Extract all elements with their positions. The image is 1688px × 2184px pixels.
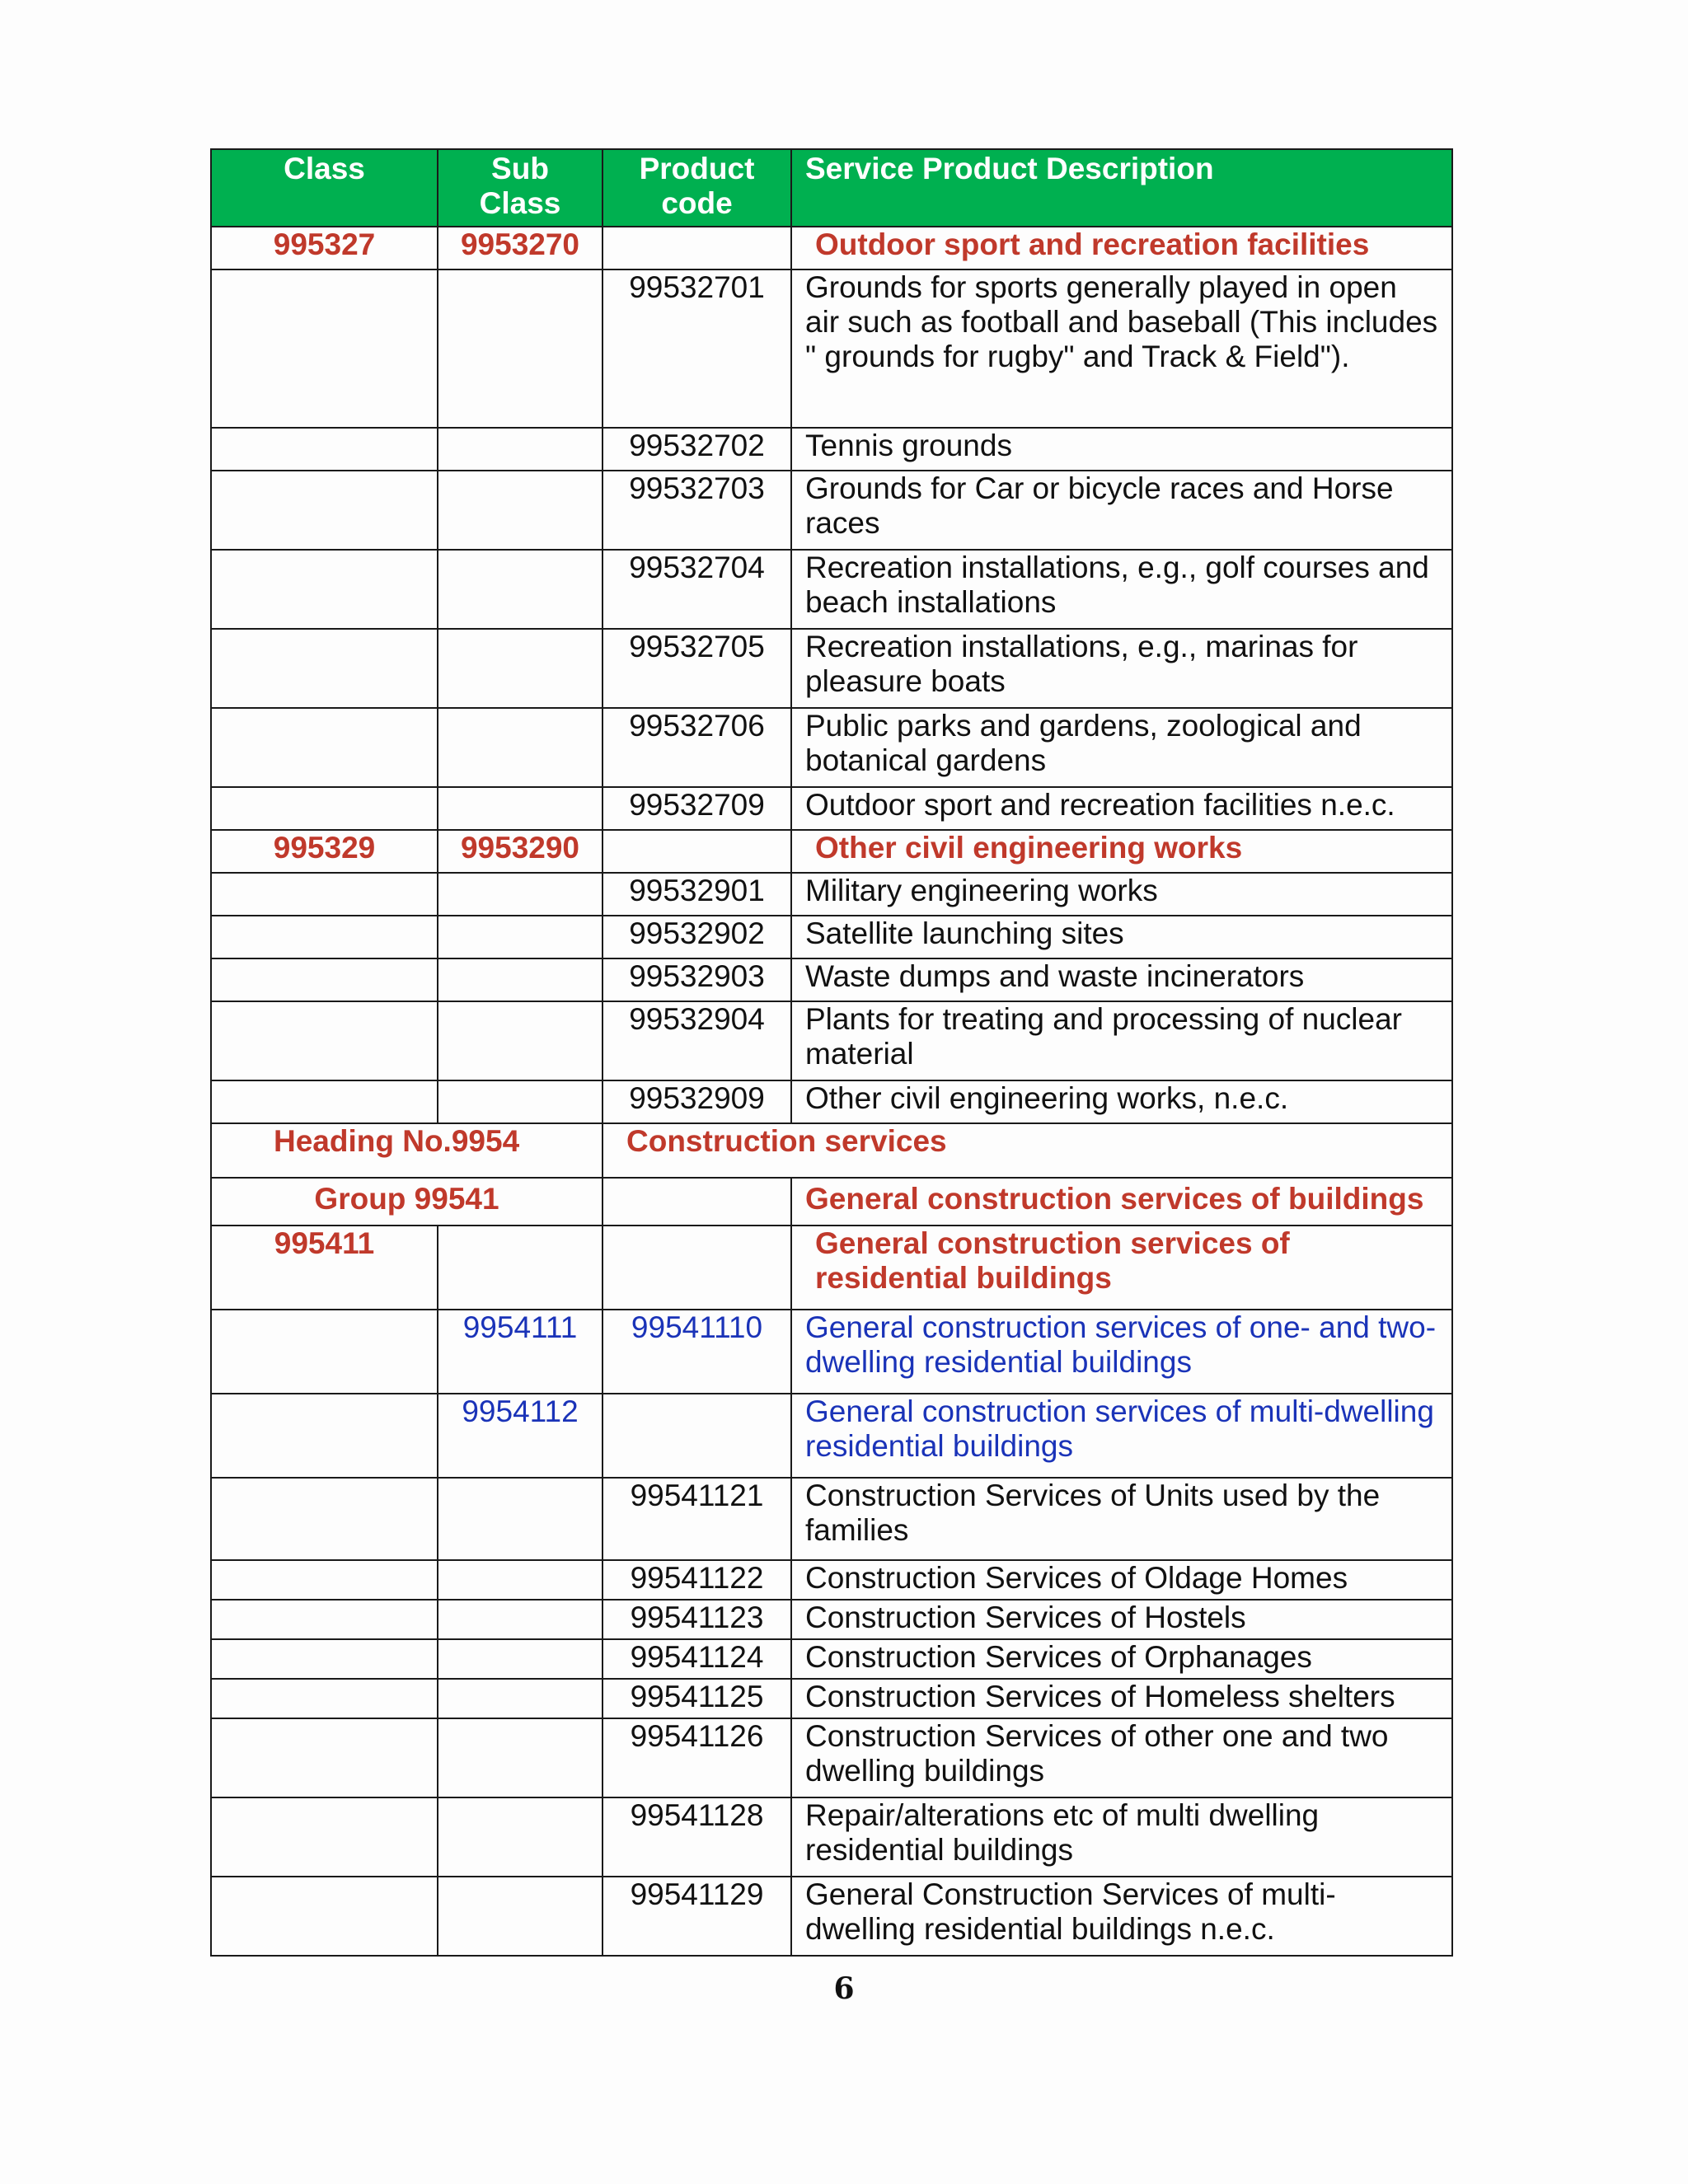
cell-product-code: [603, 1394, 791, 1478]
table-row: [211, 1310, 1452, 1394]
cell-description: Grounds for sports generally played in open air such as football and baseball (This includes " grounds for rugby" and Track & Field").: [791, 269, 1452, 428]
table-row: [211, 958, 1452, 1001]
cell-sub-class: [438, 916, 603, 958]
table-row: [211, 830, 1452, 873]
cell-sub-class: [438, 1080, 603, 1123]
table-row: [211, 629, 1452, 708]
cell-sub-class: 9954111: [438, 1310, 603, 1394]
cell-product-code: 99541129: [603, 1877, 791, 1956]
cell-product-code: 99541128: [603, 1797, 791, 1877]
cell-class: [211, 1877, 438, 1956]
cell-description: Public parks and gardens, zoological and botanical gardens: [791, 708, 1452, 787]
cell-class: [211, 916, 438, 958]
cell-description: General construction services of residential buildings: [791, 1226, 1452, 1310]
table-row: [211, 227, 1452, 269]
cell-product-code: 99532704: [603, 550, 791, 629]
cell-description: Construction Services of Oldage Homes: [791, 1560, 1452, 1600]
cell-class: [211, 787, 438, 830]
cell-sub-class: [438, 1560, 603, 1600]
cell-description: Construction Services of Orphanages: [791, 1639, 1452, 1679]
cell-product-code: 99532701: [603, 269, 791, 428]
cell-sub-class: [438, 1478, 603, 1560]
group-description: General construction services of buildings: [791, 1178, 1452, 1226]
table-row: [211, 428, 1452, 471]
cell-class: [211, 428, 438, 471]
cell-class: [211, 1797, 438, 1877]
cell-class: 995411: [211, 1226, 438, 1310]
table-row: [211, 787, 1452, 830]
heading-row: [211, 1123, 1452, 1178]
cell-class: [211, 1310, 438, 1394]
table-row: [211, 1560, 1452, 1600]
table-row: [211, 1877, 1452, 1956]
cell-product-code: 99532703: [603, 471, 791, 550]
cell-description: Outdoor sport and recreation facilities n.e.c.: [791, 787, 1452, 830]
cell-product-code: [603, 830, 791, 873]
cell-description: General Construction Services of multi-dwelling residential buildings n.e.c.: [791, 1877, 1452, 1956]
cell-class: [211, 1001, 438, 1080]
cell-product-code: 99532903: [603, 958, 791, 1001]
table-row: [211, 1679, 1452, 1718]
page-number: 6: [833, 1971, 855, 2006]
cell-product-code: 99541125: [603, 1679, 791, 1718]
cell-product-code: 99532705: [603, 629, 791, 708]
cell-description: Waste dumps and waste incinerators: [791, 958, 1452, 1001]
cell-sub-class: [438, 629, 603, 708]
table-row: [211, 873, 1452, 916]
cell-sub-class: [438, 471, 603, 550]
cell-sub-class: [438, 1639, 603, 1679]
heading-description: Construction services: [603, 1123, 1452, 1178]
cell-product-code: 99541122: [603, 1560, 791, 1600]
cell-description: General construction services of one- and two-dwelling residential buildings: [791, 1310, 1452, 1394]
table-row: [211, 708, 1452, 787]
cell-class: [211, 958, 438, 1001]
cell-product-code: 99541121: [603, 1478, 791, 1560]
cell-sub-class: [438, 269, 603, 428]
cell-sub-class: [438, 1877, 603, 1956]
cell-sub-class: [438, 708, 603, 787]
cell-class: [211, 629, 438, 708]
cell-description: Recreation installations, e.g., golf courses and beach installations: [791, 550, 1452, 629]
cell-sub-class: [438, 1718, 603, 1797]
table-row: [211, 1797, 1452, 1877]
table-row: [211, 1639, 1452, 1679]
cell-sub-class: [438, 1797, 603, 1877]
cell-product-code: 99532709: [603, 787, 791, 830]
cell-class: [211, 471, 438, 550]
cell-class: [211, 1560, 438, 1600]
table-row: [211, 1394, 1452, 1478]
group-label: Group 99541: [211, 1178, 603, 1226]
cell-product-code: [603, 227, 791, 269]
table-row: [211, 916, 1452, 958]
header-sub-class: Sub Class: [438, 149, 603, 227]
cell-sub-class: [438, 1679, 603, 1718]
header-class: Class: [211, 149, 438, 227]
cell-description: Military engineering works: [791, 873, 1452, 916]
table-row: [211, 1001, 1452, 1080]
cell-sub-class: [438, 1226, 603, 1310]
cell-product-code: 99541123: [603, 1600, 791, 1639]
cell-description: Tennis grounds: [791, 428, 1452, 471]
cell-description: Construction Services of other one and two dwelling buildings: [791, 1718, 1452, 1797]
cell-class: [211, 1718, 438, 1797]
group-row: [211, 1178, 1452, 1226]
cell-product-code: 99532702: [603, 428, 791, 471]
cell-sub-class: [438, 428, 603, 471]
cell-product-code: 99532901: [603, 873, 791, 916]
cell-sub-class: [438, 958, 603, 1001]
cell-description: Other civil engineering works, n.e.c.: [791, 1080, 1452, 1123]
table-row: [211, 1226, 1452, 1310]
cell-description: Repair/alterations etc of multi dwelling residential buildings: [791, 1797, 1452, 1877]
cell-product-code: 99532909: [603, 1080, 791, 1123]
cell-class: [211, 1600, 438, 1639]
cell-class: [211, 1679, 438, 1718]
service-code-table: [210, 148, 1453, 1957]
cell-product-code: 99532902: [603, 916, 791, 958]
cell-class: 995329: [211, 830, 438, 873]
cell-description: Construction Services of Homeless shelters: [791, 1679, 1452, 1718]
group-code-cell: [603, 1178, 791, 1226]
cell-description: Outdoor sport and recreation facilities: [791, 227, 1452, 269]
cell-product-code: 99532904: [603, 1001, 791, 1080]
cell-class: [211, 550, 438, 629]
cell-sub-class: [438, 1001, 603, 1080]
header-description: Service Product Description: [791, 149, 1452, 227]
cell-sub-class: 9954112: [438, 1394, 603, 1478]
cell-sub-class: 9953290: [438, 830, 603, 873]
table-body-group-2: [211, 1226, 1452, 1956]
cell-product-code: 99541126: [603, 1718, 791, 1797]
heading-label: Heading No.9954: [211, 1123, 603, 1178]
cell-product-code: [603, 1226, 791, 1310]
cell-class: [211, 269, 438, 428]
cell-product-code: 99541110: [603, 1310, 791, 1394]
table-row: [211, 471, 1452, 550]
cell-product-code: 99532706: [603, 708, 791, 787]
table-row: [211, 269, 1452, 428]
cell-class: [211, 873, 438, 916]
table-body-group-1: [211, 227, 1452, 1123]
cell-sub-class: [438, 550, 603, 629]
cell-product-code: 99541124: [603, 1639, 791, 1679]
cell-class: [211, 1080, 438, 1123]
cell-description: Recreation installations, e.g., marinas for pleasure boats: [791, 629, 1452, 708]
cell-class: [211, 708, 438, 787]
cell-description: Other civil engineering works: [791, 830, 1452, 873]
cell-class: [211, 1394, 438, 1478]
table-header-row: [211, 149, 1452, 227]
table-row: [211, 1718, 1452, 1797]
cell-description: Satellite launching sites: [791, 916, 1452, 958]
table-row: [211, 1080, 1452, 1123]
cell-description: Construction Services of Units used by the families: [791, 1478, 1452, 1560]
cell-class: 995327: [211, 227, 438, 269]
cell-class: [211, 1478, 438, 1560]
cell-sub-class: [438, 873, 603, 916]
cell-sub-class: [438, 787, 603, 830]
cell-description: General construction services of multi-dwelling residential buildings: [791, 1394, 1452, 1478]
cell-description: Grounds for Car or bicycle races and Horse races: [791, 471, 1452, 550]
table-row: [211, 1600, 1452, 1639]
table-heading-section: [211, 1123, 1452, 1226]
cell-class: [211, 1639, 438, 1679]
table-row: [211, 1478, 1452, 1560]
table-row: [211, 550, 1452, 629]
cell-sub-class: [438, 1600, 603, 1639]
cell-sub-class: 9953270: [438, 227, 603, 269]
cell-description: Construction Services of Hostels: [791, 1600, 1452, 1639]
header-product-code: Product code: [603, 149, 791, 227]
cell-description: Plants for treating and processing of nuclear material: [791, 1001, 1452, 1080]
